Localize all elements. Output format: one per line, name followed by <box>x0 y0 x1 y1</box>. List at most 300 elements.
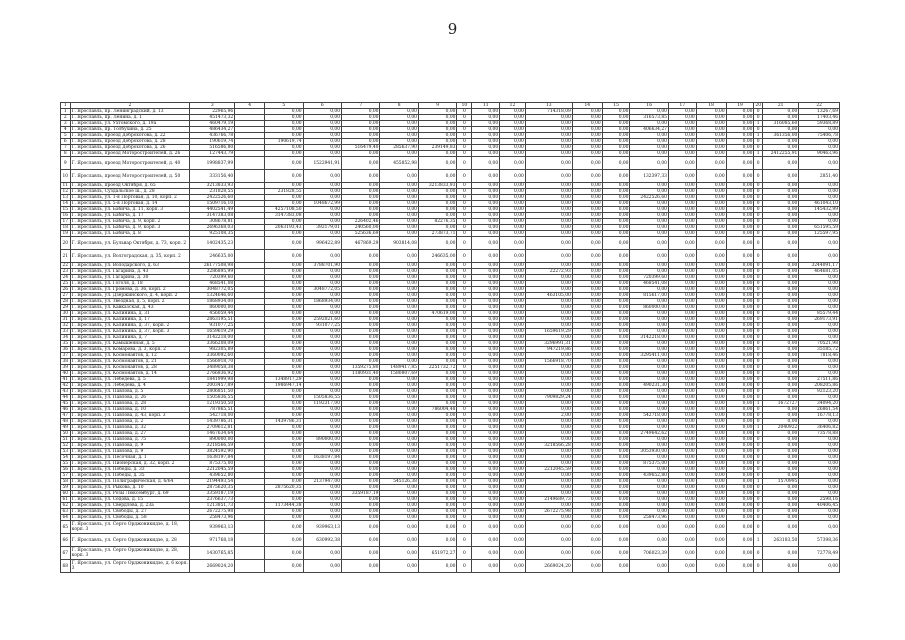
table-cell: 0,00 <box>500 425 526 431</box>
table-cell: 0,00 <box>303 515 341 521</box>
table-cell: 0,00 <box>472 497 500 503</box>
table-cell: 0,00 <box>726 479 754 485</box>
table-cell: 0,00 <box>572 151 602 157</box>
table-cell: 0,00 <box>696 473 726 479</box>
address-cell: Г. Ярославль, ул. Космонавтов, д. 14 <box>70 371 190 377</box>
table-cell: 0,00 <box>472 407 500 413</box>
table-cell: 439652,80 <box>630 473 668 479</box>
table-cell: 0,00 <box>726 449 754 455</box>
table-cell: 0,00 <box>418 485 456 491</box>
table-cell: 0,00 <box>525 311 572 317</box>
table-cell: 0,00 <box>762 491 798 497</box>
address-cell: Г. Ярославль, ул. Космонавтов, д. 21 <box>70 359 190 365</box>
table-cell: 0 <box>754 305 763 311</box>
table-cell: 0,00 <box>696 407 726 413</box>
table-cell: 1439786,31 <box>265 419 303 425</box>
table-cell: 0,00 <box>418 151 456 157</box>
table-cell: 542718,00 <box>630 413 668 419</box>
table-cell: 890000,00 <box>303 437 341 443</box>
table-cell: 37 <box>61 353 71 359</box>
table-cell: 0,00 <box>342 461 380 467</box>
table-cell: 0,00 <box>525 281 572 287</box>
table-cell: 0,00 <box>762 497 798 503</box>
table-cell: 0,00 <box>602 515 630 521</box>
table-cell: 461043,10 <box>799 201 840 207</box>
table-cell: 0 <box>457 491 472 497</box>
table-cell: 26861,54 <box>799 407 840 413</box>
table-cell: 0,00 <box>342 521 380 534</box>
table-cell: 0,00 <box>525 335 572 341</box>
table-cell: 0,00 <box>342 485 380 491</box>
table-cell: 0,00 <box>380 323 418 329</box>
table-cell: 0,00 <box>799 560 840 573</box>
table-cell: 0,00 <box>726 189 754 195</box>
table-cell: 0,00 <box>668 335 696 341</box>
table-cell: 0,00 <box>500 449 526 455</box>
column-header: 20 <box>755 103 762 108</box>
table-cell: 3359187,19 <box>342 491 380 497</box>
table-cell: 0,00 <box>500 485 526 491</box>
table-cell: 0,00 <box>696 287 726 293</box>
table-cell: 1213851,73 <box>190 503 235 509</box>
table-cell: 0,00 <box>602 455 630 461</box>
table-cell: 0,00 <box>696 225 726 231</box>
table-cell: 0,00 <box>525 170 572 183</box>
table-cell: 0,00 <box>762 281 798 287</box>
table-cell: 0,00 <box>472 317 500 323</box>
table-cell: 0,00 <box>572 213 602 219</box>
table-cell: 0,00 <box>630 323 668 329</box>
address-cell: Г. Ярославль, проезд Моторостроителей, д. 40 <box>70 157 190 170</box>
table-cell: 0,00 <box>668 407 696 413</box>
table-cell: 630992,38 <box>303 534 341 547</box>
table-cell: 145432,99 <box>799 207 840 213</box>
address-cell: Г. Ярославль, ул. Кавказская, д. 43 <box>70 305 190 311</box>
table-cell: 40 <box>61 371 71 377</box>
table-cell: 0,00 <box>799 250 840 263</box>
table-cell: 0,00 <box>572 115 602 121</box>
table-cell: 0,00 <box>668 263 696 269</box>
address-cell: Г. Ярославль, ул. Калинина, д. 7 <box>70 335 190 341</box>
table-cell: 0,00 <box>303 443 341 449</box>
table-cell: 0,00 <box>380 287 418 293</box>
table-cell: 0,00 <box>572 341 602 347</box>
table-cell: 3489058,38 <box>190 365 235 371</box>
table-cell: 0,00 <box>472 183 500 189</box>
table-cell: 14 <box>61 201 71 207</box>
table-cell: 0,00 <box>602 305 630 311</box>
table-cell: 0,00 <box>472 467 500 473</box>
table-cell: 44 <box>61 395 71 401</box>
table-cell: 0,00 <box>418 109 456 115</box>
table-cell: 490231,30 <box>630 383 668 389</box>
table-cell: 0,00 <box>525 371 572 377</box>
table-cell: 31 <box>61 317 71 323</box>
table-cell: 60 <box>61 491 71 497</box>
table-cell: 1 <box>754 121 763 127</box>
table-cell: 1868934,00 <box>190 299 235 305</box>
table-cell: 0,00 <box>762 170 798 183</box>
table-cell: 0,00 <box>799 437 840 443</box>
table-cell: 0,00 <box>726 335 754 341</box>
table-cell: 0,00 <box>668 515 696 521</box>
table-cell: 39 <box>61 365 71 371</box>
table-cell: 1 <box>61 109 71 115</box>
table-cell: 0,00 <box>472 534 500 547</box>
table-cell: 0,00 <box>762 455 798 461</box>
table-cell <box>235 157 265 170</box>
table-cell: 0,00 <box>572 311 602 317</box>
table-cell: 43 <box>61 389 71 395</box>
table-cell: 2696368,03 <box>190 225 235 231</box>
table-cell: 0,00 <box>572 455 602 461</box>
table-cell: 0,00 <box>303 281 341 287</box>
table-cell: 0,00 <box>696 195 726 201</box>
table-cell: 0,00 <box>572 335 602 341</box>
table-cell: 66 <box>61 534 71 547</box>
table-cell: 0 <box>457 479 472 485</box>
table-cell: 0,00 <box>265 121 303 127</box>
table-cell: 0,00 <box>799 443 840 449</box>
table-cell: 0,00 <box>602 365 630 371</box>
table-cell: 0,00 <box>726 317 754 323</box>
table-cell: 0,00 <box>418 377 456 383</box>
table-cell: 1659619,29 <box>525 329 572 335</box>
table-cell: 0,00 <box>342 413 380 419</box>
table-cell: 0,00 <box>602 151 630 157</box>
table-cell: 2,00 <box>525 413 572 419</box>
table-cell: 0 <box>754 347 763 353</box>
table-cell: 0,00 <box>602 425 630 431</box>
table-cell: 0 <box>754 127 763 133</box>
table-cell: 0,00 <box>762 183 798 189</box>
table-cell: 7818,46 <box>799 353 840 359</box>
column-header: 19 <box>726 103 754 109</box>
table-cell: 0 <box>457 515 472 521</box>
table-cell: 0,00 <box>500 503 526 509</box>
table-cell: 0 <box>754 263 763 269</box>
table-cell: 0,00 <box>602 157 630 170</box>
table-cell: 0 <box>457 413 472 419</box>
table-cell: 0 <box>754 377 763 383</box>
table-cell: 0,00 <box>500 377 526 383</box>
table-cell: 720399,60 <box>190 275 235 281</box>
table-cell: 0,00 <box>799 323 840 329</box>
table-cell: 0,00 <box>418 115 456 121</box>
table-cell: 0,00 <box>418 509 456 515</box>
address-cell: Г. Ярославль, ул. Звездная, д. 5, корп. 2 <box>70 299 190 305</box>
table-cell: 0,00 <box>342 560 380 573</box>
table-cell: 0,00 <box>799 395 840 401</box>
table-cell: 16 <box>61 213 71 219</box>
table-cell: 0,00 <box>762 560 798 573</box>
table-cell: 0 <box>754 219 763 225</box>
table-cell: 0,00 <box>303 389 341 395</box>
table-cell: 1 <box>754 151 763 157</box>
table-cell: 0,00 <box>472 425 500 431</box>
table-cell: 3360092,60 <box>190 353 235 359</box>
table-cell: 0,00 <box>342 437 380 443</box>
table-cell: 720399,60 <box>630 275 668 281</box>
table-cell: 406634,27 <box>630 127 668 133</box>
table-cell: 0,00 <box>630 213 668 219</box>
table-cell: 0,00 <box>630 237 668 250</box>
table-cell: 0,00 <box>525 407 572 413</box>
table-cell: 0,00 <box>602 467 630 473</box>
table-cell: 59 <box>61 485 71 491</box>
table-cell: 0 <box>754 389 763 395</box>
table-cell: 0,00 <box>696 293 726 299</box>
table-cell: 2212045,59 <box>525 467 572 473</box>
table-cell: 0,00 <box>265 170 303 183</box>
table-cell: 2669024,20 <box>525 560 572 573</box>
table-cell: 0,00 <box>762 377 798 383</box>
table-row <box>61 534 840 547</box>
table-row <box>61 547 840 560</box>
table-cell: 0,00 <box>265 534 303 547</box>
table-cell: 1566918,70 <box>190 359 235 365</box>
table-cell: 26177508,98 <box>190 263 235 269</box>
table-cell: 0,00 <box>696 317 726 323</box>
table-cell: 0,00 <box>303 231 341 237</box>
table-cell: 0,00 <box>418 359 456 365</box>
table-cell: 0,00 <box>472 195 500 201</box>
table-cell: 0,00 <box>265 515 303 521</box>
table-cell: 0,00 <box>726 461 754 467</box>
table-cell: 0,00 <box>602 263 630 269</box>
table-cell: 0,00 <box>762 237 798 250</box>
address-cell: Г. Ярославль, ул. Бабича, д. 9, корп. 3 <box>70 225 190 231</box>
table-cell: 0,00 <box>500 207 526 213</box>
table-cell: 0,00 <box>472 323 500 329</box>
table-cell: 0,00 <box>726 395 754 401</box>
table-cell: 0,00 <box>525 455 572 461</box>
table-cell: 13267,69 <box>799 109 840 115</box>
table-cell: 17403,46 <box>799 115 840 121</box>
table-cell: 46 <box>61 407 71 413</box>
table-cell: 0 <box>457 401 472 407</box>
table-cell: 0 <box>457 371 472 377</box>
table-cell: 0,00 <box>696 455 726 461</box>
table-cell: 0,00 <box>303 133 341 139</box>
table-cell: 0,00 <box>602 323 630 329</box>
table-cell: 0,00 <box>418 395 456 401</box>
table-cell: 0 <box>754 413 763 419</box>
table-cell: 4 <box>61 127 71 133</box>
address-cell: Г. Ярославль, пр. Толбухина, д. 25 <box>70 127 190 133</box>
table-cell: 0,00 <box>799 455 840 461</box>
table-cell: 0,00 <box>572 201 602 207</box>
table-cell: 0,00 <box>418 293 456 299</box>
table-cell: 0,00 <box>472 473 500 479</box>
table-cell: 0,00 <box>696 305 726 311</box>
table-cell: 0,00 <box>380 455 418 461</box>
table-cell: 0,00 <box>303 305 341 311</box>
table-cell: 0,00 <box>602 431 630 437</box>
table-cell: 0,00 <box>799 213 840 219</box>
table-cell: 0,00 <box>630 491 668 497</box>
table-cell: 0,00 <box>303 413 341 419</box>
table-cell: 0,00 <box>602 395 630 401</box>
table-cell: 0,00 <box>668 377 696 383</box>
table-cell: 0,00 <box>342 250 380 263</box>
table-cell: 0,00 <box>726 329 754 335</box>
table-cell: 455852,98 <box>380 157 418 170</box>
table-cell: 2137947,00 <box>303 479 341 485</box>
table-cell: 1509716,10 <box>190 201 235 207</box>
table-cell: 0,00 <box>472 341 500 347</box>
table-cell: 1566918,70 <box>525 359 572 365</box>
table-cell: 0,00 <box>726 323 754 329</box>
table-cell: 0,00 <box>380 127 418 133</box>
table-cell: 0 <box>754 311 763 317</box>
table-cell: 0,00 <box>696 359 726 365</box>
table-cell: 0,00 <box>572 207 602 213</box>
table-cell: 57 <box>61 473 71 479</box>
table-cell: 0,00 <box>572 170 602 183</box>
table-cell: 3 <box>61 121 71 127</box>
table-cell: 0,00 <box>500 311 526 317</box>
table-cell: 0,00 <box>762 305 798 311</box>
table-cell: 0,00 <box>303 377 341 383</box>
table-cell: 0,00 <box>342 269 380 275</box>
table-cell: 0,00 <box>602 341 630 347</box>
table-cell: 0,00 <box>668 560 696 573</box>
table-cell: 0,00 <box>696 189 726 195</box>
table-cell: 0,00 <box>726 139 754 145</box>
table-cell: 0,00 <box>418 413 456 419</box>
page-number: 9 <box>447 20 458 38</box>
address-cell: Г. Ярославль, ул. Павлова, д. 26 <box>70 395 190 401</box>
table-cell: 0,00 <box>668 485 696 491</box>
table-cell: 0,00 <box>799 467 840 473</box>
table-cell: 0,00 <box>602 287 630 293</box>
table-cell: 0 <box>457 534 472 547</box>
address-cell: Г. Ярославль, ул. Камышенная, д. 5 <box>70 341 190 347</box>
table-cell: 0 <box>457 109 472 115</box>
table-cell: 0,00 <box>525 389 572 395</box>
table-cell: 0,00 <box>696 547 726 560</box>
table-cell: 2412255,91 <box>762 151 798 157</box>
table-cell: 0,00 <box>418 401 456 407</box>
table-cell: 0,00 <box>303 189 341 195</box>
table-row <box>61 250 840 263</box>
table-cell: 0,00 <box>380 485 418 491</box>
table-cell: 0,00 <box>602 231 630 237</box>
table-cell: 0,00 <box>696 443 726 449</box>
table-cell: 0,00 <box>500 419 526 425</box>
table-cell: 0,00 <box>668 534 696 547</box>
table-cell: 0 <box>754 473 763 479</box>
table-cell: 0,00 <box>500 115 526 121</box>
table-cell: 0,00 <box>380 317 418 323</box>
table-cell: 0,00 <box>265 395 303 401</box>
table-cell: 0 <box>457 311 472 317</box>
address-cell: Г. Ярославль, ул. 1-я Портовая, д. 10, корп. 2 <box>70 195 190 201</box>
table-cell: 0,00 <box>630 377 668 383</box>
table-cell: 0,00 <box>525 195 572 201</box>
table-cell: 0,00 <box>265 151 303 157</box>
table-cell: 0,00 <box>799 491 840 497</box>
table-cell: 0,00 <box>668 151 696 157</box>
table-cell: 996422,89 <box>303 237 341 250</box>
table-cell: 468541,08 <box>190 281 235 287</box>
column-header: 2 <box>70 103 190 109</box>
table-cell: 0,00 <box>265 467 303 473</box>
table-cell: 0,00 <box>303 419 341 425</box>
table-cell: 0,00 <box>303 250 341 263</box>
table-cell: 0,00 <box>762 467 798 473</box>
table-cell: 0 <box>754 407 763 413</box>
table-cell: 0,00 <box>472 139 500 145</box>
table-cell: 85579,44 <box>799 311 840 317</box>
table-cell: 0,00 <box>762 145 798 151</box>
table-cell: 0,00 <box>500 275 526 281</box>
table-cell: 0,00 <box>265 127 303 133</box>
table-cell: 8 <box>61 151 71 157</box>
table-cell: 0,00 <box>525 201 572 207</box>
table-cell: 0,00 <box>668 413 696 419</box>
table-cell: 0,00 <box>418 389 456 395</box>
table-cell: 0,00 <box>303 121 341 127</box>
table-cell: 651595,59 <box>799 225 840 231</box>
table-cell: 0 <box>754 371 763 377</box>
table-cell: 0,00 <box>342 515 380 521</box>
table-cell: 0,00 <box>762 329 798 335</box>
table-cell: 0,00 <box>380 467 418 473</box>
table-cell: 0 <box>457 151 472 157</box>
column-header: 16 <box>630 103 668 109</box>
address-cell: Г. Ярославль, пр. Ленина, д. 1 <box>70 115 190 121</box>
table-cell: 0,00 <box>418 479 456 485</box>
table-cell: 0 <box>457 547 472 560</box>
table-cell: 0,00 <box>303 491 341 497</box>
table-cell: 1359275,80 <box>342 365 380 371</box>
table-cell: 0 <box>754 383 763 389</box>
table-cell: 0 <box>754 231 763 237</box>
table-cell: 11 <box>61 183 71 189</box>
table-cell: 0,00 <box>303 329 341 335</box>
table-cell: 0,00 <box>726 207 754 213</box>
table-cell: 0,00 <box>696 437 726 443</box>
table-cell: 0,00 <box>500 269 526 275</box>
table-cell: 0,00 <box>668 139 696 145</box>
table-cell: 0,00 <box>342 359 380 365</box>
column-header: 10 <box>457 103 472 109</box>
table-cell: 0,00 <box>630 109 668 115</box>
address-cell: Г. Ярославль, ул. Свободы, д. 27 <box>70 509 190 515</box>
table-cell: 2806851,50 <box>190 389 235 395</box>
table-cell: 0,00 <box>303 365 341 371</box>
table-cell: 0,00 <box>572 109 602 115</box>
table-cell: 0,00 <box>418 127 456 133</box>
table-cell: 1580807,69 <box>380 371 418 377</box>
table-cell: 0,00 <box>303 449 341 455</box>
table-cell: 0,00 <box>696 335 726 341</box>
table-cell: 0,00 <box>696 413 726 419</box>
table-cell: 0 <box>754 287 763 293</box>
table-cell: 7909829,24 <box>525 395 572 401</box>
table-cell: 0 <box>457 509 472 515</box>
table-cell: 0,00 <box>525 219 572 225</box>
table-cell: 0,00 <box>303 213 341 219</box>
table-cell: 0,00 <box>630 503 668 509</box>
table-cell: 0,00 <box>342 121 380 127</box>
table-cell: 786004,48 <box>418 407 456 413</box>
table-cell: 456059,44 <box>190 311 235 317</box>
address-cell: Г. Ярославль, ул. Космонавтов, д. 28 <box>70 365 190 371</box>
table-cell: 0,00 <box>418 263 456 269</box>
